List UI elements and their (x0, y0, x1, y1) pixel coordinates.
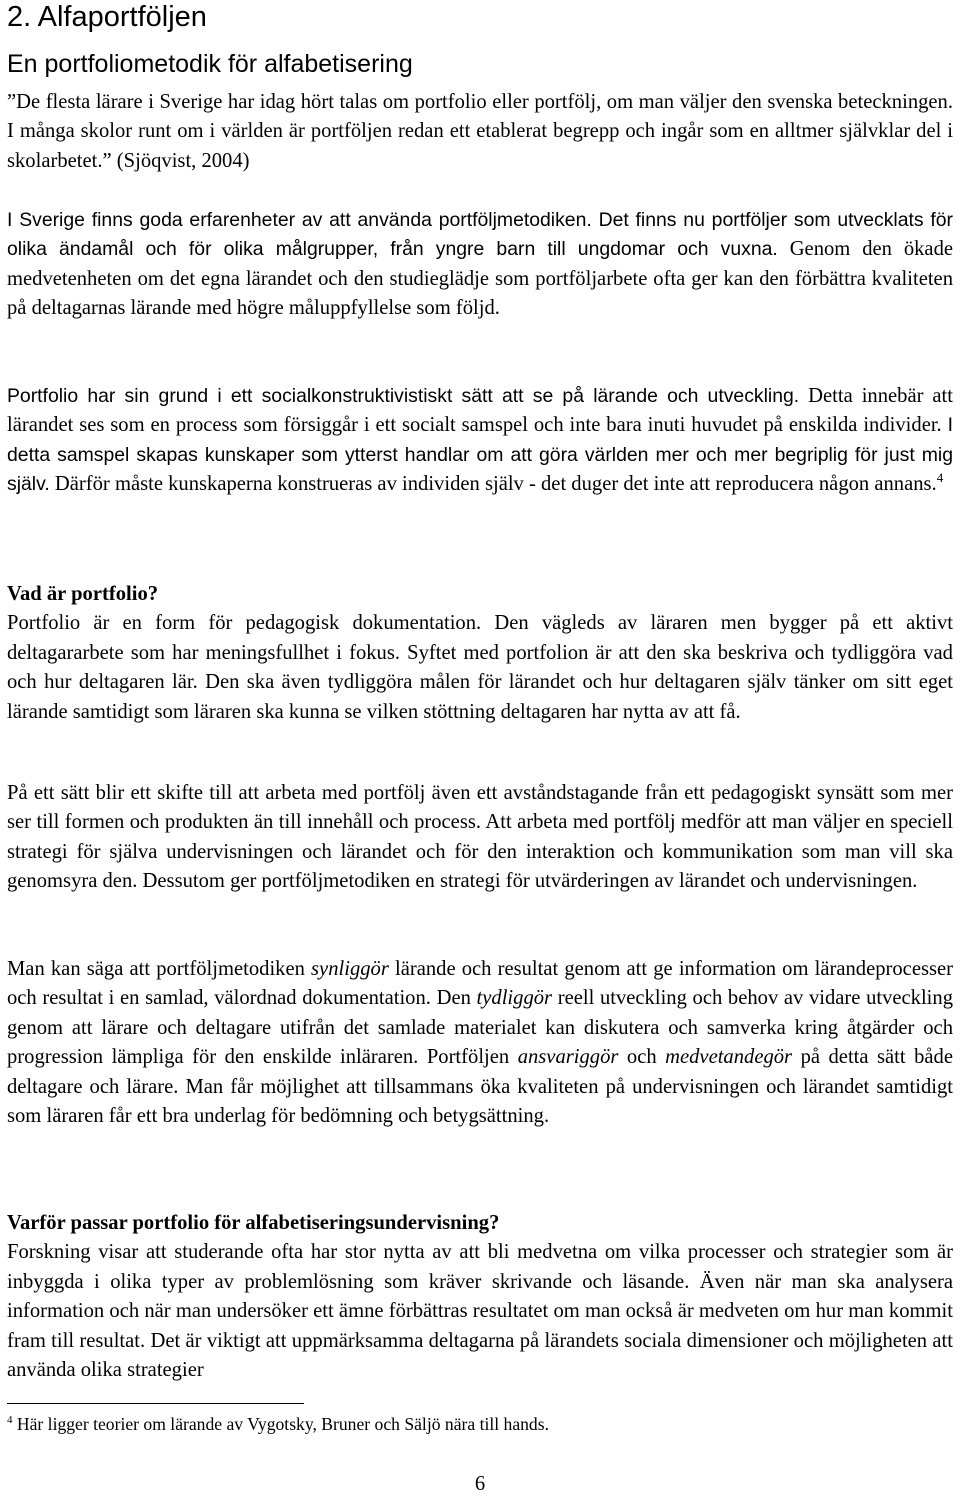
section1-sentence-3: Syftet med portfolion är att den ska beskriva och tydliggöra vad och hur deltagaren lär. (7, 641, 953, 694)
paragraph-constructivism-part4: Därför måste kunskaperna konstrueras av individen själv - det duger det inte att reproducera någon annans. (54, 473, 937, 496)
paragraph-shift-sentence-2: Att arbeta med portfölj medför att man väljer en speciell strategi för själva undervisningen och lärandet och för den interaktion och kommunikation som man vill ska genomsyra den. (7, 811, 954, 893)
footnote-text: Här ligger teorier om lärande av Vygotsky, Bruner och Säljö nära till hands. (16, 1414, 549, 1434)
intro-quote: ”De flesta lärare i Sverige har idag hört talas om portfolio eller portfölj, om man väljer den svenska beteckningen. I många skolor runt om i världen är portföljen redan ett etablerat begrepp och ingår som en alltmer självklar del i skolarbetet.” (Sjöqvist, 2004) (7, 91, 953, 172)
method-text-a: Man kan säga att portföljmetodiken (7, 958, 305, 980)
section-why-portfolio (7, 1209, 953, 1385)
section2-sentence-2: Även när man ska analysera information och när man undersöker ett ämne förbättras resultatet om man också är medveten om hur man kommit fram till resultat. (7, 1270, 954, 1352)
paragraph-constructivism-part1: Portfolio har sin grund i ett socialkonstruktivistiskt sätt att se på lärande och utveckling. (7, 385, 800, 407)
method-emphasis-synliggor: synliggör (311, 958, 389, 980)
page-number: 6 (474, 1473, 486, 1495)
method-text-h: Man får möjlighet att tillsammans öka kvaliteten på undervisningen och lärandet samtidigt som läraren får ett bra underlag för bedömning och betygsättning. (7, 1075, 953, 1128)
footnote-number: 4 (7, 1414, 13, 1426)
method-text-c: Den (436, 987, 471, 1010)
page-title: 2. Alfaportföljen (7, 1, 207, 33)
section1-sentence-4: Den ska även tydliggöra målen för lärandet och hur deltagaren själv tänker om sitt eget lärande samtidigt som läraren ska kunna se vilken stöttning deltagaren har nytta av att få. (7, 671, 954, 723)
section2-sentence-3: Det är viktigt att uppmärksamma deltagarna på lärandets sociala dimensioner och möjligheten att använda olika strategier (7, 1329, 953, 1382)
paragraph-shift-sentence-1: På ett sätt blir ett skifte till att arbeta med portfölj även ett avståndstagande från ett pedagogiskt synsätt som mer ser till formen och produkten än till innehåll och process. (7, 782, 953, 834)
paragraph-shift-sentence-3: Dessutom ger portföljmetodiken en strategi för utvärderingen av lärandet och undervisningen. (142, 870, 918, 893)
section-heading-what-is-portfolio: Vad är portfolio? (7, 583, 159, 605)
page-subtitle: En portfoliometodik för alfabetisering (7, 50, 413, 78)
footnote-separator (7, 1403, 304, 1404)
method-emphasis-ansvariggor: ansvariggör (517, 1046, 619, 1069)
paragraph-experiences (7, 206, 953, 324)
method-text-b: lärande och resultat genom att ge information om lärandeprocesser och resultat i en samlad, välordnad dokumentation. (7, 958, 953, 1010)
paragraph-shift (7, 779, 953, 897)
section-heading-why-portfolio: Varför passar portfolio för alfabetiseringsundervisning? (7, 1212, 500, 1234)
section1-sentence-2: Den vägleds av läraren men bygger på ett aktivt deltagararbete som har meningsfullhet i fokus. (7, 612, 954, 664)
method-emphasis-tydliggor: tydliggör (476, 987, 553, 1010)
method-emphasis-medvetandegor: medvetandegör (665, 1046, 793, 1069)
footnote-reference: 4 (936, 470, 944, 486)
paragraph-experiences-sans: I Sverige finns goda erfarenheter av att använda portföljmetodiken. Det finns nu portföljer som utvecklats för olika ändamål och för olika målgrupper, från yngre barn till ungdomar och vuxna. (7, 209, 953, 261)
method-text-d: reell utveckling och behov av vidare utveckling genom att lärare och deltagare utifrån det samlade materialet kan diskutera och samverka kring åtgärder och progression lämpliga för den enskilde inläraren. (7, 987, 953, 1069)
paragraph-constructivism-part3: I detta samspel skapas kunskaper som ytterst handlar om att göra världen mer och mer begriplig för just mig själv. (7, 414, 953, 496)
paragraph-constructivism-part2: Detta innebär att lärandet ses som en process som försiggår i ett socialt samspel och inte bara inuti huvudet på enskilda individer. (7, 385, 953, 437)
section2-sentence-1: Forskning visar att studerande ofta har stor nytta av att bli medvetna om vilka processer och strategier som är inbyggda i olika typer av problemlösning som kräver skrivande och läsande. (7, 1241, 953, 1293)
section1-sentence-1: Portfolio är en form för pedagogisk dokumentation. (7, 612, 482, 635)
paragraph-social-constructivism (7, 382, 953, 500)
footnote (7, 1412, 953, 1436)
method-text-f: och (626, 1046, 657, 1069)
section-what-is-portfolio (7, 580, 953, 727)
paragraph-method (7, 955, 953, 1131)
method-text-e: Portföljen (426, 1046, 510, 1069)
paragraph-experiences-serif: Genom den ökade medvetenheten om det egna lärandet och den studieglädje som portföljarbete ofta ger kan den förbättra kvaliteten på deltagarnas lärande med högre måluppfyllelse som följd. (7, 238, 954, 320)
method-text-g: på detta sätt både deltagare och lärare. (7, 1046, 953, 1098)
